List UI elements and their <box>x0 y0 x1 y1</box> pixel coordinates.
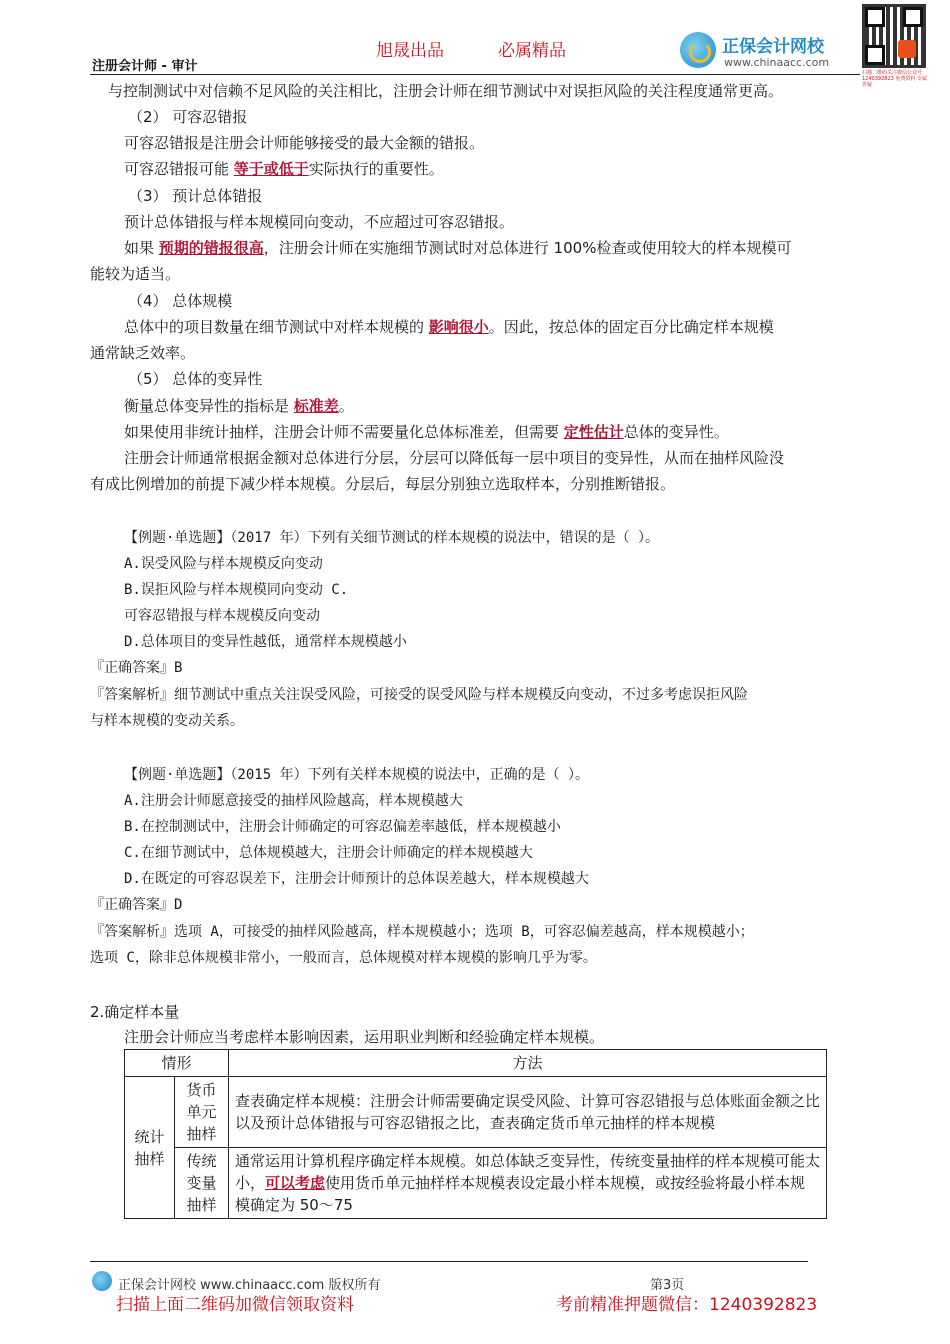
paragraph: 与控制测试中对信赖不足风险的关注相比，注册会计师在细节测试中对误拒风险的关注程度通常更高。 <box>108 82 784 100</box>
table-type-cell: 货币单元抽样 <box>175 1077 229 1148</box>
paragraph <box>124 158 444 179</box>
paragraph: 通常缺乏效率。 <box>90 344 196 362</box>
question-stem: 【例题·单选题】（2017 年）下列有关细节测试的样本规模的说法中，错误的是（ ）。 <box>124 530 659 546</box>
table-group-cell: 统计抽样 <box>125 1077 175 1219</box>
correct-answer: 『正确答案』B <box>90 660 183 676</box>
sample-size-table <box>124 1049 827 1219</box>
table-header-row <box>125 1050 827 1077</box>
option-c: C.在细节测试中，总体规模越大，注册会计师确定的样本规模越大 <box>124 845 533 861</box>
slogan-right: 必属精品 <box>498 41 566 61</box>
footer-copyright: 正保会计网校 www.chinaacc.com 版权所有 <box>118 1278 381 1293</box>
table-row <box>125 1077 827 1148</box>
text: 。 <box>338 397 354 415</box>
text: 可容忍错报可能 <box>124 160 234 178</box>
text: 如果 <box>124 239 159 257</box>
option-b: B.误拒风险与样本规模同向变动 C. <box>124 582 349 598</box>
option-d: D.总体项目的变异性越低，通常样本规模越小 <box>124 634 407 650</box>
paragraph: 可容忍错报是注册会计师能够接受的最大金额的错报。 <box>124 134 485 152</box>
question-stem: 【例题·单选题】（2015 年）下列有关样本规模的说法中，正确的是（ ）。 <box>124 767 589 783</box>
qr-finder-icon <box>903 7 923 27</box>
section-title: 2.确定样本量 <box>90 1003 180 1021</box>
paragraph: 能较为适当。 <box>90 265 181 283</box>
section-heading: （4） 总体规模 <box>128 292 233 310</box>
text: 总体中的项目数量在细节测试中对样本规模的 <box>124 318 429 336</box>
option-a: A.注册会计师愿意接受的抽样风险越高，样本规模越大 <box>124 793 463 809</box>
table-row <box>125 1148 827 1219</box>
footer-logo-icon <box>92 1271 112 1291</box>
text: ，注册会计师在实施细节测试时对总体进行 100%检查或使用较大的样本规模可 <box>263 239 792 257</box>
highlight-text: 定性估计 <box>563 423 624 441</box>
qr-finder-icon <box>865 45 885 65</box>
qr-finder-icon <box>865 7 885 27</box>
slogan-left: 旭晟出品 <box>376 41 444 61</box>
table-header-scenario: 情形 <box>125 1050 229 1077</box>
paragraph <box>124 237 791 258</box>
answer-analysis: 『答案解析』细节测试中重点关注误受风险，可接受的误受风险与样本规模反向变动，不过多考虑误拒风险 <box>90 687 748 703</box>
paragraph <box>124 421 729 442</box>
highlight-text: 等于或低于 <box>233 160 309 178</box>
footer-divider <box>90 1261 808 1262</box>
text: 。因此，按总体的固定百分比确定样本规模 <box>488 318 774 336</box>
logo-url: www.chinaacc.com <box>724 56 830 69</box>
section-heading: （2） 可容忍错报 <box>128 108 248 126</box>
paragraph: 注册会计师通常根据金额对总体进行分层，分层可以降低每一层中项目的变异性，从而在抽样风险没 <box>124 449 785 467</box>
table-header-method: 方法 <box>229 1050 827 1077</box>
option-c: 可容忍错报与样本规模反向变动 <box>124 608 320 624</box>
table-method-cell: 查表确定样本规模：注册会计师需要确定误受风险、计算可容忍错报与总体账面金额之比以及预计总体错报与可容忍错报之比，查表确定货币单元抽样的样本规模 <box>229 1077 827 1148</box>
section-heading: （3） 预计总体错报 <box>128 187 263 205</box>
table-method-cell <box>229 1148 827 1219</box>
option-a: A.误受风险与样本规模反向变动 <box>124 556 323 572</box>
section-heading: （5） 总体的变异性 <box>128 370 263 388</box>
paragraph: 有成比例增加的前提下减少样本规模。分层后，每层分别独立选取样本，分别推断错报。 <box>90 475 676 493</box>
highlight-text: 可以考虑 <box>265 1174 326 1192</box>
text: 总体的变异性。 <box>623 423 729 441</box>
correct-answer: 『正确答案』D <box>90 897 183 913</box>
subject-title: 注册会计师 - 审计 <box>92 59 198 74</box>
paragraph <box>124 395 354 416</box>
highlight-text: 标准差 <box>293 397 339 415</box>
header-divider <box>90 74 860 75</box>
option-d: D.在既定的可容忍误差下，注册会计师预计的总体误差越大，样本规模越大 <box>124 871 589 887</box>
qr-badge-icon <box>898 40 916 58</box>
logo-title: 正保会计网校 <box>722 37 824 57</box>
paragraph: 预计总体错报与样本规模同向变动，不应超过可容忍错报。 <box>124 213 515 231</box>
table-type-cell: 传统变量抽样 <box>175 1148 229 1219</box>
page-number: 第3页 <box>650 1278 685 1293</box>
answer-analysis: 与样本规模的变动关系。 <box>90 713 244 729</box>
text: 通常运用计算机程序确定样本规模。如总体缺乏变异性，传统变量抽样的样本规模可能太小， <box>235 1152 821 1192</box>
logo-icon <box>680 32 716 68</box>
promo-left: 扫描上面二维码加微信领取资料 <box>116 1295 354 1315</box>
highlight-text: 影响很小 <box>428 318 489 336</box>
answer-analysis: 选项 C，除非总体规模非常小，一般而言，总体规模对样本规模的影响几乎为零。 <box>90 950 597 966</box>
qr-code[interactable] <box>862 4 926 88</box>
text: 使用货币单元抽样样本规模表设定最小样本规模，或按经验将最小样本规模确定为 50～75 <box>235 1174 806 1214</box>
company-logo[interactable] <box>680 30 860 72</box>
section-intro: 注册会计师应当考虑样本影响因素，运用职业判断和经验确定样本规模。 <box>124 1028 605 1046</box>
promo-right: 考前精准押题微信：1240392823 <box>556 1295 818 1315</box>
paragraph <box>124 316 774 337</box>
option-b: B.在控制测试中，注册会计师确定的可容忍偏差率越低，样本规模越小 <box>124 819 561 835</box>
qr-caption: 扫描二维码关注微信公众号 1240392823 免费资料 专属答疑 <box>862 70 927 88</box>
text: 实际执行的重要性。 <box>308 160 444 178</box>
text: 如果使用非统计抽样，注册会计师不需要量化总体标准差，但需要 <box>124 423 564 441</box>
answer-analysis: 『答案解析』选项 A，可接受的抽样风险越高，样本规模越小；选项 B，可容忍偏差越高，样本规模越小； <box>90 924 754 940</box>
highlight-text: 预期的错报很高 <box>158 239 264 257</box>
text: 衡量总体变异性的指标是 <box>124 397 294 415</box>
